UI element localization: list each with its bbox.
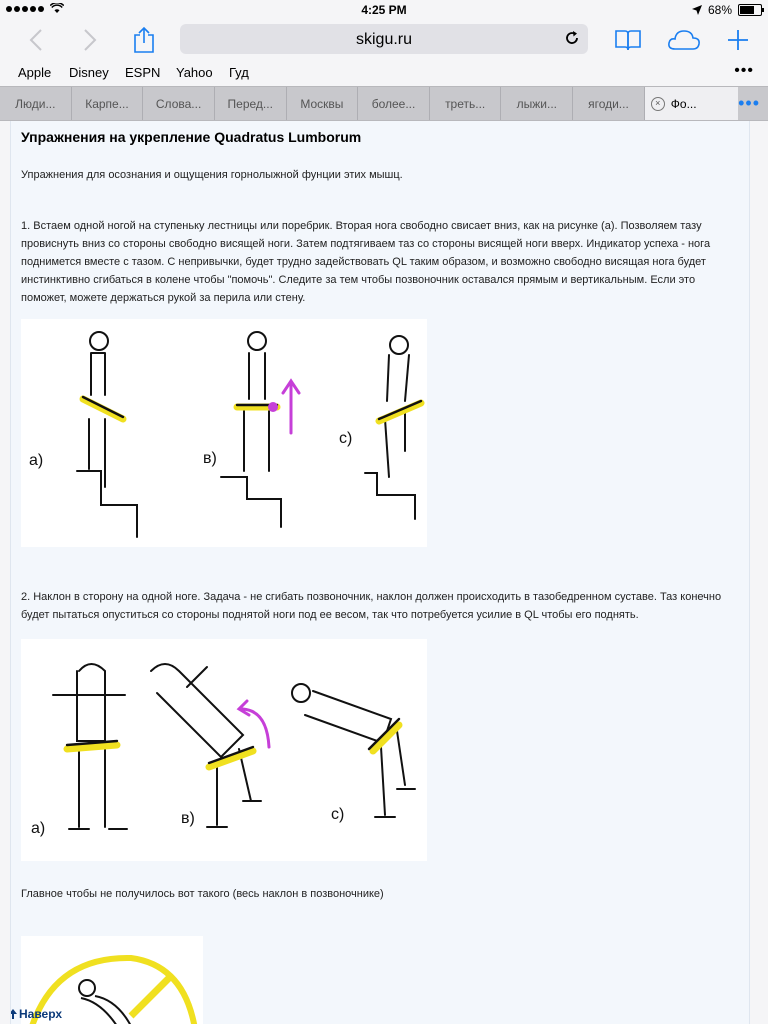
tab[interactable]: Карпе... bbox=[72, 87, 144, 120]
figure2-label-b: в) bbox=[181, 810, 195, 827]
step2-paragraph: 2. Наклон в сторону на одной ноге. Задача - не сгибать позвоночник, наклон должен происходить в тазобедренном суставе. Таз конечно будет пытаться опуститься со стороны поднятой ноги под ее весом, так что потребуется усилие в QL чтобы его поднять. bbox=[21, 591, 722, 621]
bookmark-item[interactable]: Yahoo bbox=[176, 65, 213, 80]
url-text: skigu.ru bbox=[355, 31, 413, 48]
battery-percent: 68% bbox=[707, 3, 732, 17]
figure2-label-c: с) bbox=[331, 806, 345, 823]
page-title: Упражнения на укрепление Quadratus Lumborum bbox=[21, 129, 362, 145]
back-to-top-label: Наверх bbox=[19, 1007, 63, 1021]
book-icon bbox=[614, 29, 642, 51]
figure1-label-a: a) bbox=[29, 452, 44, 469]
step1-paragraph: 1. Встаем одной ногой на ступеньку лестницы или поребрик. Вторая нога свободно свисает вниз, как на рисунке (а). Позволяем тазу провиснуть вниз со стороны свободно висящей ноги. Затем подтягиваем таз со стороны висящей ноги вверх. Индикатор успеха - нога поднимется вместе с тазом. С непривычки, будет трудно задействовать QL таким образом, и возможно свободно висящая нога будет инстинктивно сгибаться в колене чтобы "помочь". Следите за тем чтобы позвоночник оставался прямым и вертикальным. Если это поможет, можете держаться рукой за перила или стену. bbox=[21, 220, 711, 304]
bookmarks-button[interactable] bbox=[612, 24, 644, 56]
back-button[interactable] bbox=[20, 24, 52, 56]
new-tab-button[interactable] bbox=[722, 24, 754, 56]
tab[interactable]: Слова... bbox=[143, 87, 215, 120]
address-bar[interactable] bbox=[180, 24, 588, 54]
tab-active[interactable] bbox=[645, 87, 738, 120]
close-tab-icon[interactable]: × bbox=[651, 97, 665, 111]
location-icon bbox=[692, 5, 702, 15]
tab[interactable]: Люди... bbox=[0, 87, 72, 120]
reload-icon bbox=[564, 30, 580, 46]
chevron-left-icon bbox=[29, 28, 43, 52]
share-icon bbox=[133, 26, 155, 54]
tab[interactable]: лыжи... bbox=[501, 87, 573, 120]
intro-paragraph: Упражнения для осознания и ощущения горнолыжной фунции этих мышц. bbox=[21, 169, 403, 181]
arrow-up-icon bbox=[10, 1009, 17, 1019]
forward-button[interactable] bbox=[74, 24, 106, 56]
tab-bar bbox=[0, 86, 768, 121]
plus-icon bbox=[727, 29, 749, 51]
stairs-illustration bbox=[21, 319, 427, 547]
tab[interactable]: ягоди... bbox=[573, 87, 645, 120]
status-time: 4:25 PM bbox=[361, 3, 407, 17]
bookmarks-bar bbox=[0, 60, 768, 84]
share-button[interactable] bbox=[128, 24, 160, 56]
figure2-label-a: a) bbox=[31, 820, 46, 837]
reload-button[interactable] bbox=[564, 30, 580, 51]
page-content bbox=[10, 121, 750, 1024]
back-to-top-link[interactable] bbox=[10, 1007, 62, 1021]
more-bookmarks-button[interactable]: ••• bbox=[734, 62, 754, 79]
figure1-label-c: с) bbox=[339, 430, 353, 447]
tab[interactable]: Москвы bbox=[287, 87, 359, 120]
tab[interactable]: треть... bbox=[430, 87, 502, 120]
tab-active-label: Фо... bbox=[670, 96, 697, 111]
cloud-icon bbox=[667, 29, 701, 51]
tab[interactable]: Перед... bbox=[215, 87, 287, 120]
icloud-tabs-button[interactable] bbox=[666, 24, 702, 56]
figure1-label-b: в) bbox=[203, 450, 217, 467]
battery-icon bbox=[738, 4, 762, 16]
bookmark-item[interactable]: Гуд bbox=[229, 65, 249, 80]
side-bend-illustration bbox=[21, 639, 427, 861]
status-bar bbox=[0, 0, 768, 20]
browser-toolbar bbox=[0, 20, 768, 60]
bookmark-item[interactable]: ESPN bbox=[125, 65, 161, 80]
chevron-right-icon bbox=[83, 28, 97, 52]
figure-stairs bbox=[21, 319, 427, 547]
warning-paragraph: Главное чтобы не получилось вот такого (весь наклон в позвоночнике) bbox=[21, 888, 384, 900]
bookmark-item[interactable]: Disney bbox=[69, 65, 109, 80]
tab[interactable]: более... bbox=[358, 87, 430, 120]
figure-side-bend bbox=[21, 639, 427, 861]
tab-overflow-button[interactable]: ••• bbox=[738, 93, 760, 113]
bookmark-item[interactable]: Apple bbox=[18, 65, 52, 80]
